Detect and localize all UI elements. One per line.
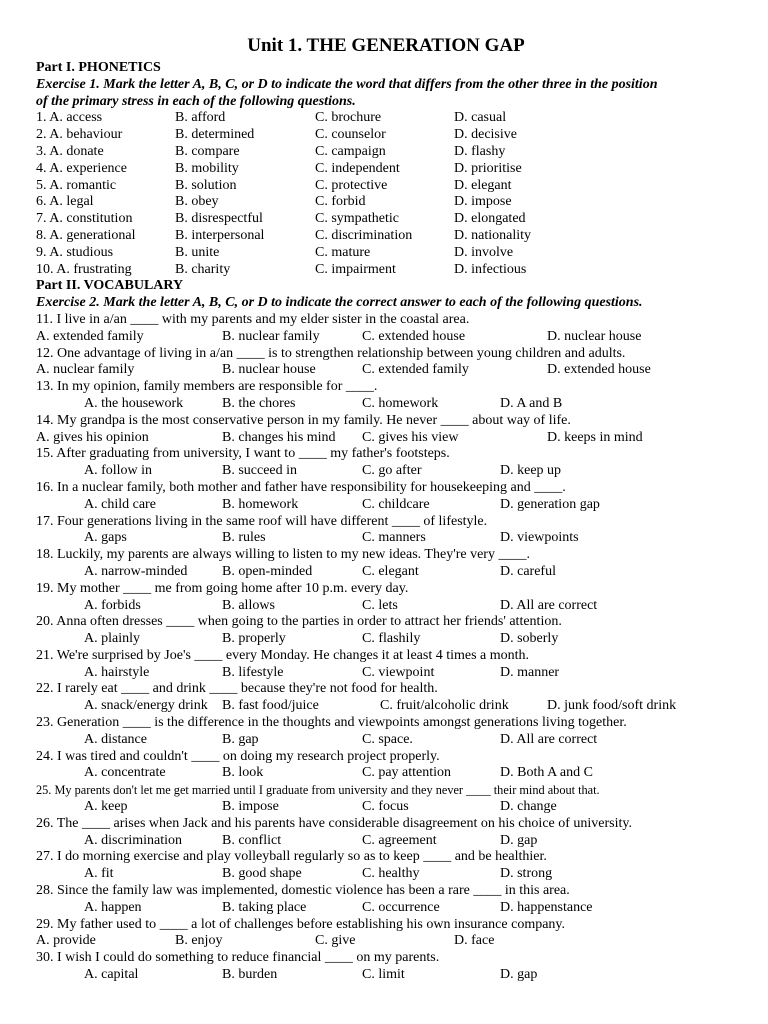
phonetics-row (36, 110, 736, 127)
option-b: B. nuclear family (222, 328, 320, 344)
question-stem: 15. After graduating from university, I want to ____ my father's footsteps. (36, 446, 450, 462)
exercise1-instruction: Exercise 1. Mark the letter A, B, C, or D to indicate the word that differs from the other three in the position (36, 76, 658, 92)
phonetics-row (36, 127, 736, 144)
option-d: D. involve (454, 244, 514, 260)
option-d: D. face (454, 933, 495, 949)
option-c: C. agreement (362, 832, 437, 848)
option-a: A. snack/energy drink (84, 698, 208, 714)
option-d: D. flashy (454, 143, 506, 159)
option-b: B. changes his mind (222, 429, 336, 445)
option-c: C. protective (315, 177, 388, 193)
option-b: B. burden (222, 967, 278, 983)
phonetics-row (36, 228, 736, 245)
option-b: B. homework (222, 496, 299, 512)
answer-row (36, 833, 736, 850)
option-a: A. the housework (84, 395, 184, 411)
option-a: A. keep (84, 799, 128, 815)
option-b: B. interpersonal (175, 227, 265, 243)
option-a: 10. A. frustrating (36, 261, 132, 277)
option-a: A. concentrate (84, 765, 166, 781)
option-c: C. elegant (362, 563, 419, 579)
phonetics-row (36, 262, 736, 279)
option-c: C. mature (315, 244, 371, 260)
question-stem: 28. Since the family law was implemented, domestic violence has been a rare ____ in this area. (36, 883, 570, 899)
option-a: A. discrimination (84, 832, 182, 848)
option-d: D. casual (454, 110, 507, 126)
phonetics-row (36, 211, 736, 228)
answer-row (36, 329, 736, 346)
option-d: D. soberly (500, 631, 559, 647)
option-d: D. extended house (547, 362, 651, 378)
option-a: A. hairstyle (84, 664, 150, 680)
option-c: C. gives his view (362, 429, 459, 445)
question-stem: 13. In my opinion, family members are responsible for ____. (36, 379, 378, 395)
option-d: D. infectious (454, 261, 527, 277)
option-d: D. All are correct (500, 731, 598, 747)
option-b: B. good shape (222, 866, 302, 882)
option-c: C. impairment (315, 261, 396, 277)
option-c: C. give (315, 933, 356, 949)
answer-row (36, 564, 736, 581)
question-stem: 30. I wish I could do something to reduce financial ____ on my parents. (36, 950, 440, 966)
option-a: A. gives his opinion (36, 429, 149, 445)
option-c: C. occurrence (362, 899, 440, 915)
option-d: D. manner (500, 664, 560, 680)
option-c: C. limit (362, 967, 405, 983)
option-d: D. Both A and C (500, 765, 593, 781)
option-d: D. elongated (454, 211, 526, 227)
option-b: B. determined (175, 127, 255, 143)
option-a: A. fit (84, 866, 114, 882)
phonetics-row (36, 194, 736, 211)
option-a: 9. A. studious (36, 244, 114, 260)
option-a: 1. A. access (36, 110, 103, 126)
option-d: D. nuclear house (547, 328, 642, 344)
option-d: D. All are correct (500, 597, 598, 613)
option-c: C. sympathetic (315, 211, 399, 227)
option-a: A. narrow-minded (84, 563, 188, 579)
option-d: D. generation gap (500, 496, 600, 512)
option-c: C. homework (362, 395, 439, 411)
option-b: B. conflict (222, 832, 282, 848)
option-c: C. focus (362, 799, 409, 815)
option-d: D. junk food/soft drink (547, 698, 677, 714)
option-c: C. campaign (315, 143, 386, 159)
answer-row (36, 665, 736, 682)
answer-row (36, 967, 736, 984)
question-stem: 22. I rarely eat ____ and drink ____ because they're not food for health. (36, 681, 438, 697)
part1-heading: Part I. PHONETICS (36, 60, 161, 75)
question-stem: 11. I live in a/an ____ with my parents and my elder sister in the coastal area. (36, 311, 470, 327)
answer-row (36, 396, 736, 413)
answer-row (36, 933, 736, 950)
option-a: A. provide (36, 933, 96, 949)
option-b: B. charity (175, 261, 231, 277)
option-a: A. gaps (84, 530, 127, 546)
option-a: A. happen (84, 899, 142, 915)
option-c: C. pay attention (362, 765, 452, 781)
worksheet-page (36, 32, 736, 984)
option-c: C. childcare (362, 496, 430, 512)
option-a: A. plainly (84, 631, 140, 647)
answer-row (36, 463, 736, 480)
question-stem: 14. My grandpa is the most conservative person in my family. He never ____ about way of life. (36, 412, 571, 428)
option-b: B. allows (222, 597, 275, 613)
option-a: 6. A. legal (36, 194, 94, 210)
option-d: D. prioritise (454, 160, 522, 176)
phonetics-list (36, 110, 736, 278)
option-b: B. taking place (222, 899, 307, 915)
option-d: D. elegant (454, 177, 512, 193)
option-c: C. extended house (362, 328, 466, 344)
answer-row (36, 598, 736, 615)
question-stem: 16. In a nuclear family, both mother and father have responsibility for housekeeping and ____. (36, 479, 566, 495)
option-a: A. child care (84, 496, 156, 512)
option-d: D. careful (500, 563, 556, 579)
option-a: A. forbids (84, 597, 141, 613)
answer-row (36, 698, 736, 715)
question-stem: 12. One advantage of living in a/an ____ is to strengthen relationship between young children and adults. (36, 345, 626, 361)
option-a: A. extended family (36, 328, 144, 344)
option-c: C. lets (362, 597, 398, 613)
option-b: B. compare (175, 143, 240, 159)
option-b: B. the chores (222, 395, 296, 411)
option-d: D. strong (500, 866, 553, 882)
answer-row (36, 732, 736, 749)
option-b: B. unite (175, 244, 220, 260)
phonetics-row (36, 245, 736, 262)
question-stem: 24. I was tired and couldn't ____ on doing my research project properly. (36, 748, 440, 764)
option-c: C. fruit/alcoholic drink (380, 698, 509, 714)
option-b: B. lifestyle (222, 664, 284, 680)
question-stem: 19. My mother ____ me from going home after 10 p.m. every day. (36, 580, 409, 596)
option-c: C. flashily (362, 631, 421, 647)
question-stem: 20. Anna often dresses ____ when going to the parties in order to attract her friends' attention. (36, 614, 562, 630)
option-a: 3. A. donate (36, 143, 104, 159)
option-a: 2. A. behaviour (36, 127, 123, 143)
option-a: 8. A. generational (36, 227, 136, 243)
answer-row (36, 900, 736, 917)
option-d: D. nationality (454, 227, 531, 243)
option-a: A. follow in (84, 463, 153, 479)
question-stem: 29. My father used to ____ a lot of challenges before establishing his own insurance company. (36, 916, 566, 932)
phonetics-row (36, 161, 736, 178)
phonetics-row (36, 144, 736, 161)
option-d: D. decisive (454, 127, 517, 143)
option-c: C. independent (315, 160, 400, 176)
option-b: B. impose (222, 799, 279, 815)
option-c: C. go after (362, 463, 422, 479)
option-b: B. enjoy (175, 933, 223, 949)
option-d: D. gap (500, 967, 538, 983)
option-a: A. distance (84, 731, 147, 747)
option-c: C. manners (362, 530, 426, 546)
option-c: C. brochure (315, 110, 382, 126)
option-c: C. space. (362, 731, 413, 747)
option-c: C. discrimination (315, 227, 413, 243)
option-b: B. obey (175, 194, 219, 210)
option-b: B. look (222, 765, 264, 781)
vocabulary-list (36, 312, 736, 984)
option-c: C. viewpoint (362, 664, 435, 680)
answer-row (36, 866, 736, 883)
option-d: D. A and B (500, 395, 563, 411)
option-c: C. counselor (315, 127, 386, 143)
option-a: 4. A. experience (36, 160, 127, 176)
option-b: B. gap (222, 731, 259, 747)
option-d: D. gap (500, 832, 538, 848)
option-a: 7. A. constitution (36, 211, 133, 227)
option-b: B. mobility (175, 160, 239, 176)
part2-heading: Part II. VOCABULARY (36, 278, 184, 294)
exercise2-instruction: Exercise 2. Mark the letter A, B, C, or D to indicate the correct answer to each of the following questions. (36, 295, 643, 311)
question-stem: 27. I do morning exercise and play volleyball regularly so as to keep ____ and be healthier. (36, 849, 547, 865)
answer-row (36, 362, 736, 379)
option-d: D. happenstance (500, 899, 593, 915)
question-stem: 21. We're surprised by Joe's ____ every Monday. He changes it at least 4 times a month. (36, 647, 530, 663)
option-d: D. keeps in mind (547, 429, 643, 445)
answer-row (36, 430, 736, 447)
option-b: B. succeed in (222, 463, 298, 479)
question-stem: 17. Four generations living in the same roof will have different ____ of lifestyle. (36, 513, 488, 529)
option-b: B. afford (175, 110, 226, 126)
option-c: C. forbid (315, 194, 366, 210)
answer-row (36, 765, 736, 782)
option-b: B. rules (222, 530, 266, 546)
answer-row (36, 799, 736, 816)
option-b: B. solution (175, 177, 237, 193)
question-stem: 23. Generation ____ is the difference in the thoughts and viewpoints amongst generations living together. (36, 715, 627, 731)
option-c: C. extended family (362, 362, 469, 378)
option-d: D. viewpoints (500, 530, 579, 546)
answer-row (36, 530, 736, 547)
option-b: B. nuclear house (222, 362, 316, 378)
question-stem: 26. The ____ arises when Jack and his parents have considerable disagreement on his choice of university. (36, 815, 632, 831)
question-stem: 18. Luckily, my parents are always willing to listen to my new ideas. They're very ____. (36, 547, 530, 563)
page-title: Unit 1. THE GENERATION GAP (247, 35, 525, 56)
option-b: B. properly (222, 631, 286, 647)
option-d: D. impose (454, 194, 512, 210)
option-c: C. healthy (362, 866, 420, 882)
answer-row (36, 631, 736, 648)
option-a: A. capital (84, 967, 139, 983)
option-b: B. disrespectful (175, 211, 263, 227)
answer-row (36, 497, 736, 514)
option-a: 5. A. romantic (36, 177, 117, 193)
option-a: A. nuclear family (36, 362, 135, 378)
option-d: D. change (500, 799, 557, 815)
option-b: B. fast food/juice (222, 698, 319, 714)
option-d: D. keep up (500, 463, 562, 479)
exercise1-instruction-cont: of the primary stress in each of the following questions. (36, 93, 356, 109)
option-b: B. open-minded (222, 563, 313, 579)
question-stem: 25. My parents don't let me get married until I graduate from university and they never ____ their mind about that. (36, 783, 600, 798)
phonetics-row (36, 178, 736, 195)
